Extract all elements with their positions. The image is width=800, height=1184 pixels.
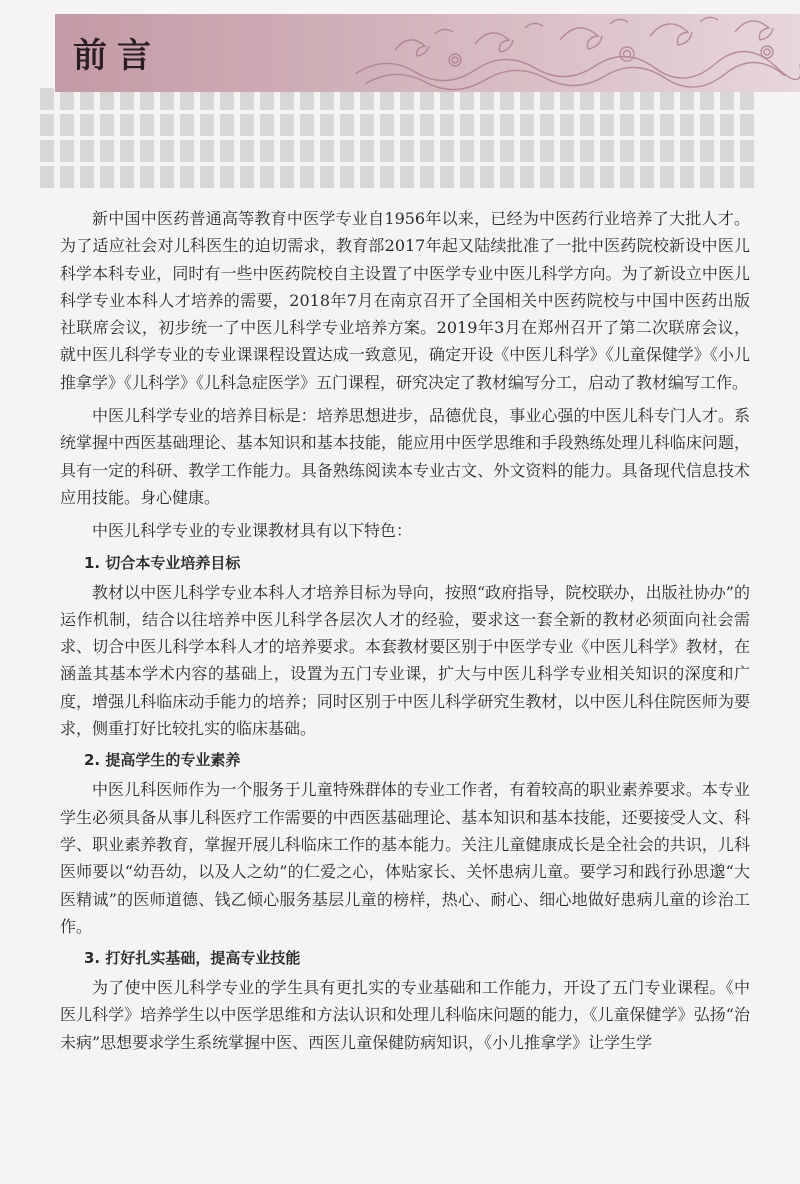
preface-body bbox=[60, 205, 750, 1062]
paragraph: 中医儿科学专业的专业课教材具有以下特色： bbox=[92, 521, 413, 541]
paragraph: 中医儿科医师作为一个服务于儿童特殊群体的专业工作者，有着较高的职业素养要求。本专业学生必须具备从事儿科医疗工作需要的中西医基础理论、基本知识和基本技能，还要接受人文、科学、职业素养教育，掌握开展儿科临床工作的基本能力。关注儿童健康成长是全社会的共识，儿科医师要以“幼吾幼，以及人之幼”的仁爱之心，体贴家长、关怀患病儿童。要学习和践行孙思邈“大医精诚”的医师道德、钱乙倾心服务基层儿童的榜样，热心、耐心、细心地做好患病儿童的诊治工作。 bbox=[60, 780, 750, 936]
show-through-text bbox=[40, 88, 760, 188]
paragraph: 教材以中医儿科学专业本科人才培养目标为导向，按照“政府指导，院校联办，出版社协办”的运作机制，结合以往培养中医儿科学各层次人才的经验，要求这一套全新的教材必须面向社会需求、切合中医儿科学本科人才的培养要求。本套教材要区别于中医学专业《中医儿科学》教材，在涵盖其基本学术内容的基础上，设置为五门专业课，扩大与中医儿科学专业相关知识的深度和广度，增强儿科临床动手能力的培养；同时区别于中医儿科学研究生教材，以中医儿科住院医师为要求，侧重打好比较扎实的临床基础。 bbox=[60, 582, 750, 739]
chapter-header bbox=[55, 14, 800, 92]
paragraph: 中医儿科学专业的培养目标是：培养思想进步，品德优良，事业心强的中医儿科专门人才。系统掌握中西医基础理论、基本知识和基本技能，能应用中医学思维和手段熟练处理儿科临床问题，具有一定的科研、教学工作能力。具备熟练阅读本专业古文、外文资料的能力。具备现代信息技术应用技能。身心健康。 bbox=[60, 406, 750, 507]
section-heading: 2. 提高学生的专业素养 bbox=[84, 751, 241, 770]
section-heading: 3. 打好扎实基础，提高专业技能 bbox=[84, 949, 301, 968]
section-heading: 1. 切合本专业培养目标 bbox=[84, 553, 241, 572]
page-title: 前言 bbox=[73, 36, 161, 76]
wave-pattern-icon bbox=[355, 14, 800, 92]
paragraph: 为了使中医儿科学专业的学生具有更扎实的专业基础和工作能力，开设了五门专业课程。《中医儿科学》培养学生以中医学思维和方法认识和处理儿科临床问题的能力，《儿童保健学》弘扬“治未病”思想要求学生系统掌握中医、西医儿童保健防病知识，《小儿推拿学》让学生学 bbox=[60, 978, 750, 1052]
paragraph: 新中国中医药普通高等教育中医学专业自1956年以来，已经为中医药行业培养了大批人才。为了适应社会对儿科医生的迫切需求，教育部2017年起又陆续批准了一批中医药院校新设中医儿科学本科专业，同时有一些中医药院校自主设置了中医学专业中医儿科学方向。为了新设立中医儿科学专业本科人才培养的需要，2018年7月在南京召开了全国相关中医药院校与中国中医药出版社联席会议，初步统一了中医儿科学专业培养方案。2019年3月在郑州召开了第二次联席会议，就中医儿科学专业的专业课课程设置达成一致意见，确定开设《中医儿科学》《儿童保健学》《小儿推拿学》《儿科学》《儿科急症医学》五门课程，研究决定了教材编写分工，启动了教材编写工作。 bbox=[60, 209, 750, 392]
